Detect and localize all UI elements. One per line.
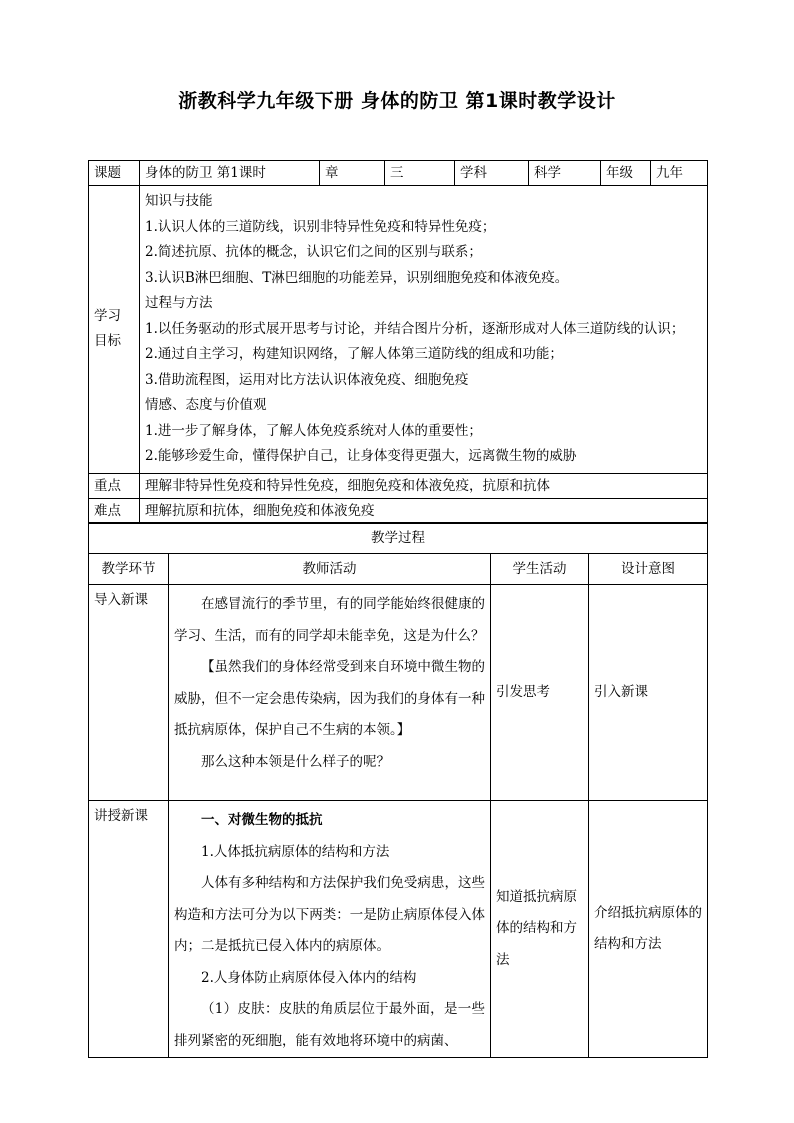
goals-line: 过程与方法 [145, 295, 213, 311]
subject-value: 科学 [529, 161, 601, 186]
goals-line: 3.认识B淋巴细胞、T淋巴细胞的功能差异，识别细胞免疫和体液免疫。 [145, 269, 569, 286]
goals-line: 2.通过自主学习，构建知识网络，了解人体第三道防线的组成和功能； [145, 346, 563, 362]
difficult-points-label: 难点 [89, 498, 140, 523]
goals-row [89, 186, 708, 474]
teacher-activity-cell [169, 801, 491, 1058]
stage-cell: 讲授新课 [89, 801, 169, 1058]
header-intent: 设计意图 [589, 554, 708, 585]
header-teacher: 教师活动 [169, 554, 491, 585]
difficult-points-value: 理解抗原和抗体，细胞免疫和体液免疫 [140, 498, 708, 523]
difficult-points-row [89, 498, 708, 523]
teacher-paragraph: （1）皮肤：皮肤的角质层位于最外面，是一些排列紧密的死细胞，能有效地将环境中的病菌、 [174, 1001, 485, 1049]
design-intent-cell: 引入新课 [589, 585, 708, 801]
section-heading: 一、对微生物的抵抗 [201, 812, 323, 828]
goals-line: 1.以任务驱动的形式展开思考与讨论，并结合图片分析，逐渐形成对人体三道防线的认识； [145, 320, 685, 337]
goals-line: 知识与技能 [145, 193, 213, 209]
process-header-row [89, 554, 708, 585]
process-title: 教学过程 [89, 523, 708, 554]
topic-label: 课题 [89, 161, 140, 186]
process-title-row [89, 523, 708, 554]
process-row-intro [89, 585, 708, 801]
header-student: 学生活动 [491, 554, 589, 585]
goals-label-line-2: 目标 [94, 333, 121, 350]
goals-label-line-1: 学习 [94, 308, 121, 325]
goals-line: 2.简述抗原、抗体的概念，认识它们之间的区别与联系； [145, 244, 482, 260]
design-intent-cell: 介绍抵抗病原体的结构和方法 [589, 801, 708, 1058]
page-title: 浙教科学九年级下册 身体的防卫 第1课时教学设计 [178, 90, 616, 112]
header-stage: 教学环节 [89, 554, 169, 585]
key-points-value: 理解非特异性免疫和特异性免疫，细胞免疫和体液免疫，抗原和抗体 [140, 473, 708, 498]
subject-label: 学科 [455, 161, 529, 186]
goals-content [140, 186, 708, 474]
grade-label: 年级 [601, 161, 651, 186]
key-points-row [89, 473, 708, 498]
teaching-process-table [88, 522, 708, 1058]
process-row-new-lesson [89, 801, 708, 1058]
teacher-paragraph: 1.人体抵抗病原体的结构和方法 [201, 843, 390, 860]
goals-line: 3.借助流程图，运用对比方法认识体液免疫、细胞免疫 [145, 371, 469, 388]
key-points-label: 重点 [89, 473, 140, 498]
goals-line: 2.能够珍爱生命，懂得保护自己，让身体变得更强大，远离微生物的威胁 [145, 448, 577, 464]
student-activity-cell: 知道抵抗病原体的结构和方法 [491, 801, 589, 1058]
teacher-paragraph: 2.人身体防止病原体侵入体内的结构 [201, 969, 417, 986]
chapter-label: 章 [320, 161, 385, 186]
goals-line: 1.进一步了解身体，了解人体免疫系统对人体的重要性； [145, 422, 482, 439]
teacher-activity-cell [169, 585, 491, 801]
topic-row [89, 161, 708, 186]
grade-value: 九年 [651, 161, 708, 186]
teacher-paragraph: 在感冒流行的季节里，有的同学能始终很健康的学习、生活，而有的同学却未能幸免，这是为什么？ [174, 596, 485, 644]
chapter-value: 三 [385, 161, 455, 186]
goals-line: 情感、态度与价值观 [145, 397, 267, 413]
student-activity-cell: 引发思考 [491, 585, 589, 801]
lesson-info-table [88, 160, 708, 524]
teacher-paragraph: 那么这种本领是什么样子的呢？ [201, 753, 390, 770]
teacher-paragraph: 人体有多种结构和方法保护我们免受病患，这些构造和方法可分为以下两类：一是防止病原体侵入体内；二是抵抗已侵入体内的病原体。 [174, 875, 485, 954]
teacher-paragraph: 【虽然我们的身体经常受到来自环境中微生物的威胁，但不一定会患传染病，因为我们的身体有一种抵抗病原体，保护自己不生病的本领。】 [174, 659, 485, 738]
stage-cell: 导入新课 [89, 585, 169, 801]
topic-value: 身体的防卫 第1课时 [140, 161, 320, 186]
goals-line: 1.认识人体的三道防线，识别非特异性免疫和特异性免疫； [145, 218, 496, 235]
goals-label [89, 186, 140, 474]
